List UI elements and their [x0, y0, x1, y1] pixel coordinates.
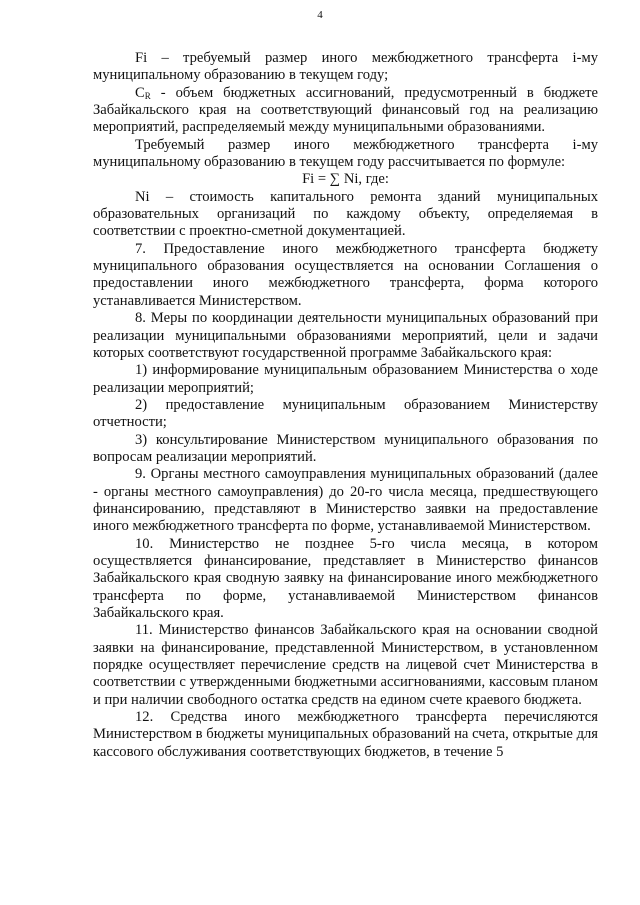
definition-cr: [93, 85, 598, 137]
definition-ni: Ni – стоимость капитального ремонта зданий муниципальных образовательных организаций по каждому объекту, определяемая в соответствии с проектно-сметной документацией.: [93, 188, 598, 240]
clause-8-item-2: 2) предоставление муниципальным образованием Министерству отчетности;: [93, 396, 598, 431]
cr-symbol: [135, 85, 151, 101]
clause-11: 11. Министерство финансов Забайкальского края на основании сводной заявки на финансирование, представленной Министерством, в установленном порядке осуществляет перечисление средств на лицевой счет Министерства в соответствии с утвержденными бюджетными ассигнованиями, кассовым планом и при наличии свободного остатка средств на едином счете краевого бюджета.: [93, 622, 598, 708]
clause-9: 9. Органы местного самоуправления муниципальных образований (далее - органы местного самоуправления) до 20-го числа месяца, предшествующего финансированию, представляют в Министерство заявки на предоставление иного межбюджетного трансферта по форме, устанавливаемой Министерством.: [93, 466, 598, 535]
page-number: 4: [317, 9, 323, 21]
definition-cr-text: - объем бюджетных ассигнований, предусмотренный в бюджете Забайкальского края на соответствующий финансовый год на реализацию мероприятий, распределяемый между муниципальными образованиями.: [93, 84, 598, 136]
formula-intro: Требуемый размер иного межбюджетного трансферта i-му муниципальному образованию в текущем году рассчитывается по формуле:: [93, 136, 598, 171]
formula: Fi = ∑ Ni, где:: [302, 171, 389, 188]
clause-8: 8. Меры по координации деятельности муниципальных образований при реализации муниципальными образованиями мероприятий, цели и задачи которых соответствуют государственной программе Забайкальского края:: [93, 310, 598, 361]
cr-symbol-base: C: [135, 84, 145, 101]
definition-fi: Fi – требуемый размер иного межбюджетного трансферта i-му муниципальному образованию в текущем году;: [93, 50, 598, 84]
clause-8-item-1: 1) информирование муниципальным образованием Министерства о ходе реализации мероприятий;: [93, 362, 598, 396]
clause-10: 10. Министерство не позднее 5-го числа месяца, в котором осуществляется финансирование, представляет в Министерство финансов Забайкальского края сводную заявку на финансирование иного межбюджетного трансферта по форме, устанавливаемой Министерством финансов Забайкальского края.: [93, 535, 598, 621]
clause-12: 12. Средства иного межбюджетного трансферта перечисляются Министерством в бюджеты муниципальных образований на счета, открытые для кассового обслуживания соответствующих бюджетов, в течение 5: [93, 709, 598, 760]
clause-7: 7. Предоставление иного межбюджетного трансферта бюджету муниципального образования осуществляется на основании Соглашения о предоставлении иного межбюджетного трансферта, форма которого устанавливается Министерством.: [93, 240, 598, 309]
cr-symbol-subscript: R: [144, 90, 151, 101]
clause-8-item-3: 3) консультирование Министерством муниципального образования по вопросам реализации мероприятий.: [93, 431, 598, 465]
document-body: [93, 50, 598, 761]
